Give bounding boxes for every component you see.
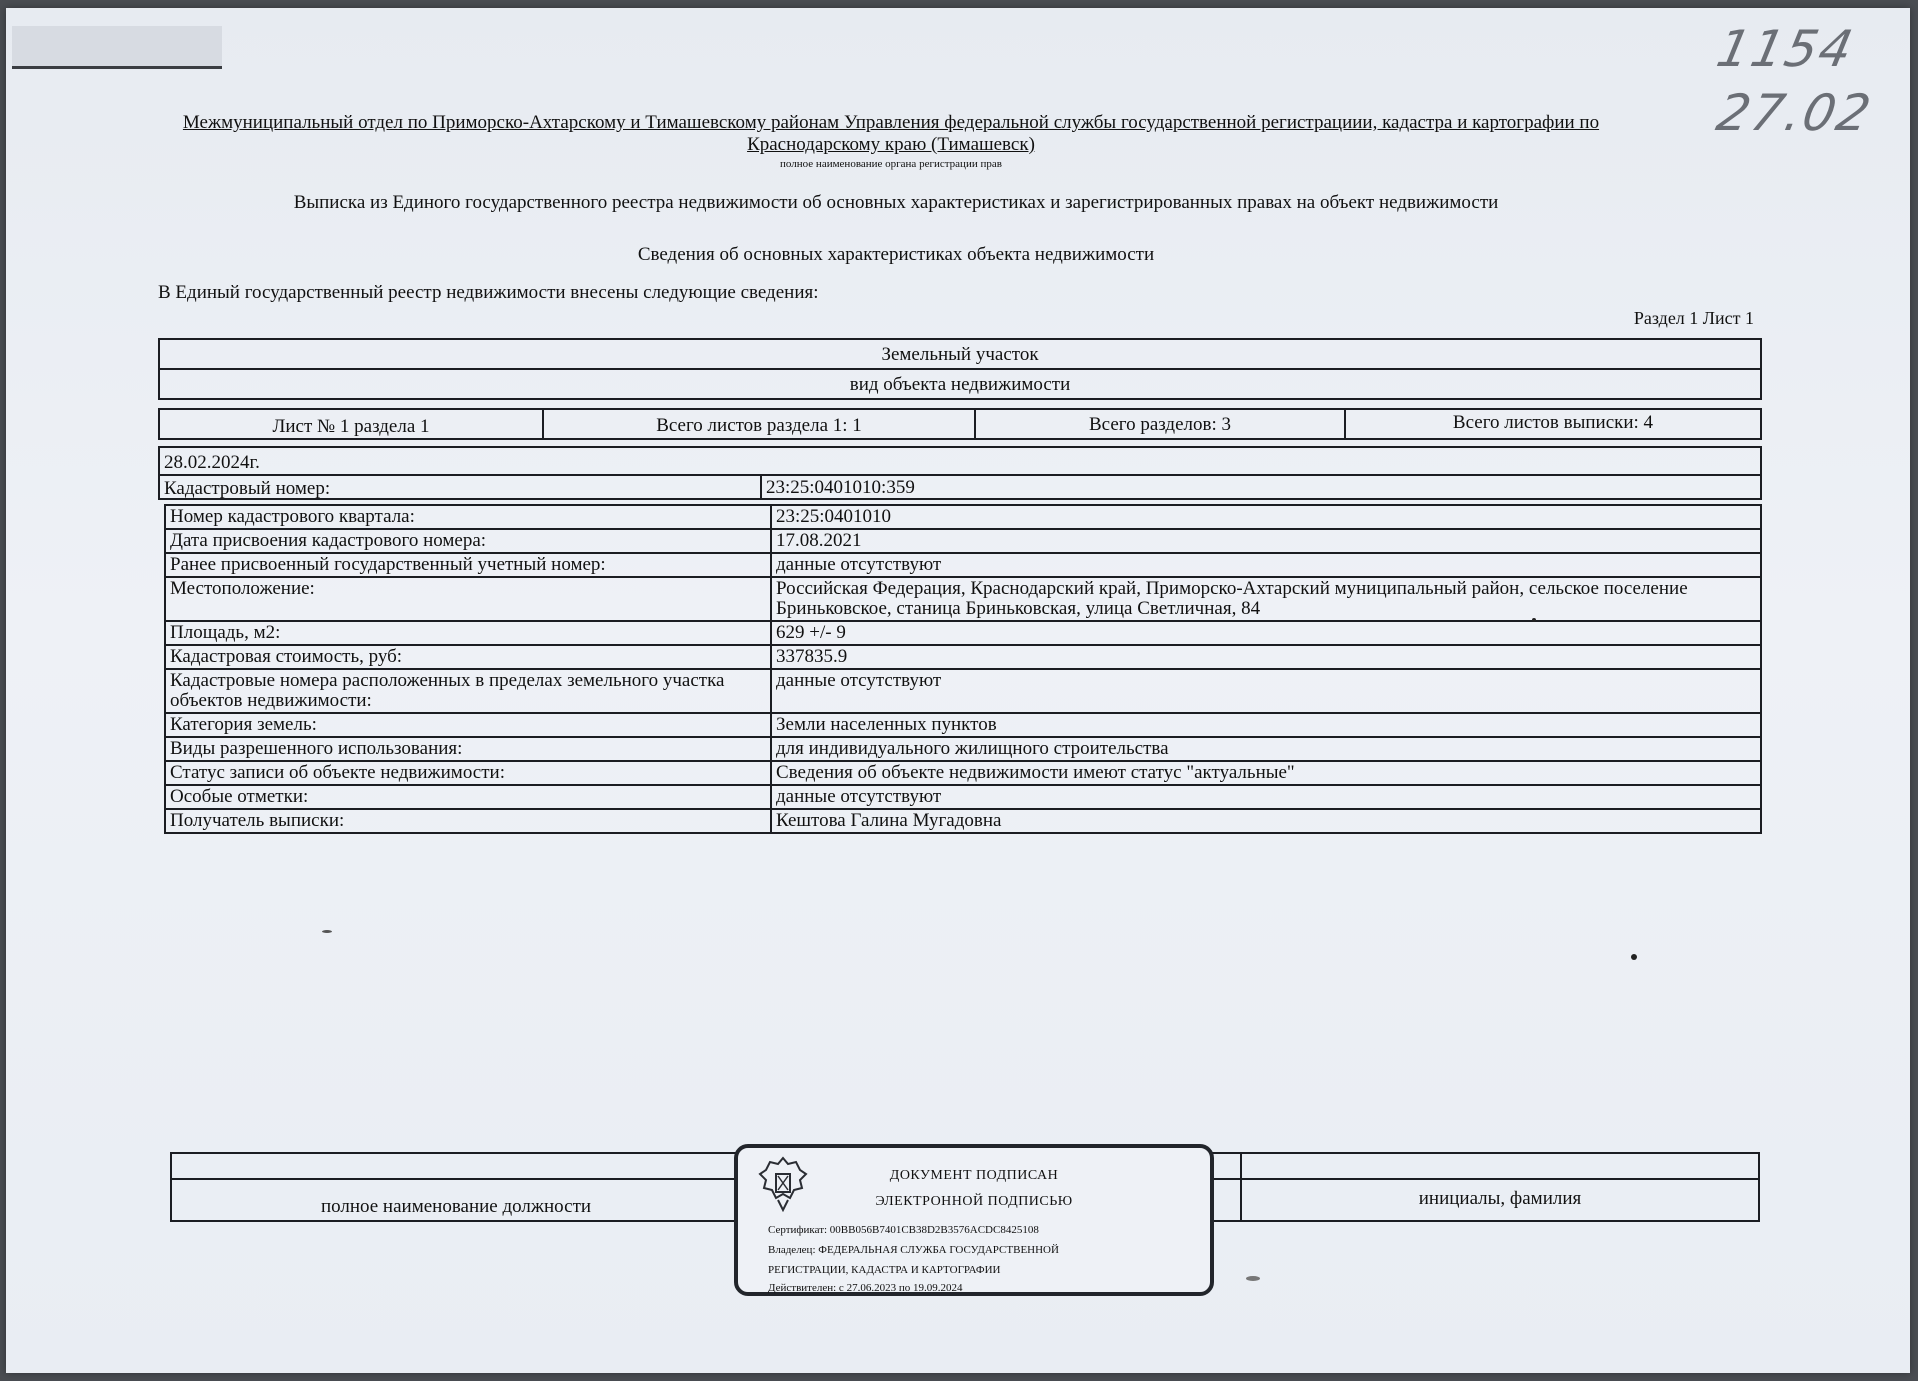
position-caption: полное наименование должности (320, 1196, 592, 1217)
property-value: Кештова Галина Мугадовна (771, 809, 1761, 833)
property-label: Номер кадастрового квартала: (165, 505, 771, 529)
name-caption: инициалы, фамилия (1418, 1188, 1582, 1209)
table-row (165, 645, 1761, 669)
property-value: данные отсутствуют (771, 785, 1761, 809)
property-label: Кадастровые номера расположенных в пределах земельного участка объектов недвижимости: (165, 669, 771, 713)
table-row (165, 621, 1761, 645)
sections-total: Всего разделов: 3 (1088, 414, 1232, 435)
table-row (165, 785, 1761, 809)
property-label: Ранее присвоенный государственный учетный номер: (165, 553, 771, 577)
stamp-owner-line1: Владелец: ФЕДЕРАЛЬНАЯ СЛУЖБА ГОСУДАРСТВЕННОЙ (768, 1244, 1059, 1256)
divider (160, 368, 1760, 370)
handwritten-date: 27.02 (1711, 84, 1878, 142)
stamp-subtitle: ЭЛЕКТРОННОЙ ПОДПИСЬЮ (875, 1194, 1073, 1209)
property-value: 337835.9 (771, 645, 1761, 669)
document-page (6, 8, 1910, 1373)
table-row (165, 529, 1761, 553)
divider (160, 474, 1760, 476)
table-row (165, 577, 1761, 621)
object-type-caption: вид объекта недвижимости (849, 374, 1071, 395)
object-type: Земельный участок (881, 344, 1039, 365)
property-label: Получатель выписки: (165, 809, 771, 833)
sheets-total: Всего листов выписки: 4 (1452, 412, 1654, 433)
extract-date: 28.02.2024г. (164, 452, 260, 473)
section-title: Сведения об основных характеристиках объекта недвижимости (637, 244, 1155, 265)
section-reference: Раздел 1 Лист 1 (1633, 308, 1754, 328)
handwritten-number: 1154 (1711, 20, 1860, 78)
table-row (165, 809, 1761, 833)
electronic-signature-stamp (734, 1144, 1214, 1296)
property-label: Кадастровая стоимость, руб: (165, 645, 771, 669)
organization-caption: полное наименование органа регистрации прав (780, 158, 1002, 170)
properties-table (164, 504, 1762, 834)
table-row (165, 669, 1761, 713)
divider (760, 474, 762, 498)
sheet-info-row (158, 408, 1762, 440)
table-row (165, 553, 1761, 577)
table-row (165, 761, 1761, 785)
ink-speck (1246, 1276, 1260, 1281)
property-value: Земли населенных пунктов (771, 713, 1761, 737)
property-label: Местоположение: (165, 577, 771, 621)
property-label: Категория земель: (165, 713, 771, 737)
property-value: для индивидуального жилищного строительства (771, 737, 1761, 761)
object-type-box (158, 338, 1762, 400)
ink-speck (322, 930, 332, 933)
cadastral-number-value: 23:25:0401010:359 (766, 477, 915, 498)
table-row (165, 505, 1761, 529)
document-title: Выписка из Единого государственного реестра недвижимости об основных характеристиках и зарегистрированных правах на объект недвижимости (293, 192, 1499, 213)
stamp-validity: Действителен: с 27.06.2023 по 19.09.2024 (768, 1282, 963, 1294)
property-value: 17.08.2021 (771, 529, 1761, 553)
property-label: Виды разрешенного использования: (165, 737, 771, 761)
stamp-title: ДОКУМЕНТ ПОДПИСАН (889, 1168, 1059, 1183)
ink-speck (1631, 954, 1637, 960)
stamp-certificate: Сертификат: 00BB056B7401CB38D2B3576ACDC8425108 (768, 1224, 1039, 1236)
property-label: Дата присвоения кадастрового номера: (165, 529, 771, 553)
table-row (165, 737, 1761, 761)
property-value: данные отсутствуют (771, 553, 1761, 577)
sheet-number: Лист № 1 раздела 1 (272, 416, 430, 437)
property-value: 629 +/- 9 (771, 621, 1761, 645)
divider (1240, 1154, 1242, 1220)
property-label: Статус записи об объекте недвижимости: (165, 761, 771, 785)
table-row (165, 713, 1761, 737)
cadastral-box (158, 446, 1762, 500)
property-label: Площадь, м2: (165, 621, 771, 645)
property-label: Особые отметки: (165, 785, 771, 809)
stamp-owner-line2: РЕГИСТРАЦИИ, КАДАСТРА И КАРТОГРАФИИ (768, 1264, 1001, 1276)
paper-tab (12, 26, 222, 69)
organization-name: Межмуниципальный отдел по Приморско-Ахтарскому и Тимашевскому районам Управления федеральной службы государственной регистрациии, кадастра и картографии по Краснодарскому краю (Тимашевск) (182, 112, 1600, 155)
cadastral-number-label: Кадастровый номер: (164, 478, 331, 499)
intro-text: В Единый государственный реестр недвижимости внесены следующие сведения: (158, 282, 819, 303)
sheets-in-section: Всего листов раздела 1: 1 (656, 415, 862, 436)
property-value: Российская Федерация, Краснодарский край, Приморско-Ахтарский муниципальный район, сельское поселение Бриньковское, станица Бриньковская, улица Светличная, 84 (771, 577, 1761, 621)
property-value: данные отсутствуют (771, 669, 1761, 713)
property-value: Сведения об объекте недвижимости имеют статус "актуальные" (771, 761, 1761, 785)
ink-speck (1532, 618, 1536, 622)
property-value: 23:25:0401010 (771, 505, 1761, 529)
